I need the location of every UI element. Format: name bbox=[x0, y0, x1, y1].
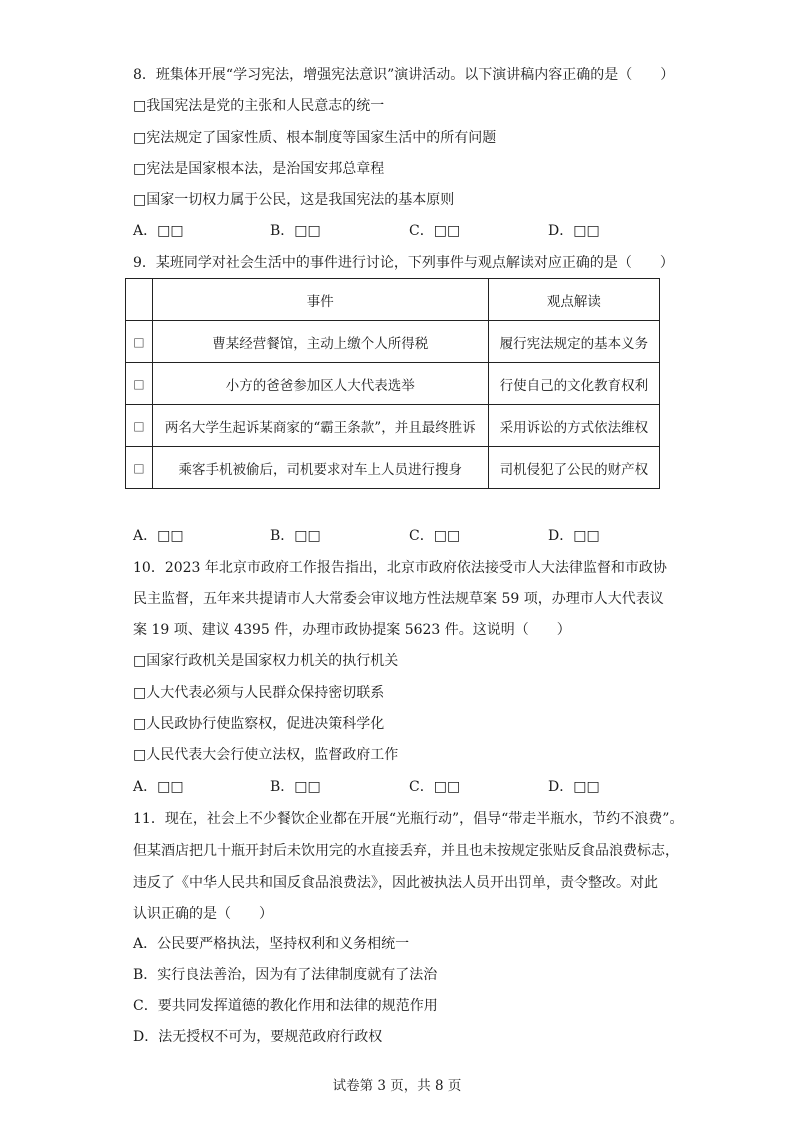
q10-option-a[interactable]: A．□□ bbox=[133, 779, 184, 795]
q10-stem-line-3: 案 19 项、建议 4395 件，办理市政协提案 5623 件。这说明（ ） bbox=[133, 622, 571, 638]
row-index: □ bbox=[126, 363, 153, 405]
table-row bbox=[126, 405, 660, 447]
row-interpretation: 履行宪法规定的基本义务 bbox=[488, 321, 659, 363]
q11-stem-line-2: 但某酒店把几十瓶开封后未饮用完的水直接丢弃，并且也未按规定张贴反食品浪费标志， bbox=[133, 843, 679, 859]
q11-choice-d[interactable]: D．法无授权不可为，要规范政府行政权 bbox=[133, 1029, 383, 1045]
row-event: 小方的爸爸参加区人大代表选举 bbox=[152, 363, 488, 405]
q11-stem-line-4: 认识正确的是（ ） bbox=[133, 906, 273, 922]
q11-choice-b[interactable]: B．实行良法善治，因为有了法律制度就有了法治 bbox=[133, 967, 438, 983]
q8-item-1: □我国宪法是党的主张和人民意志的统一 bbox=[133, 98, 385, 114]
q10-options bbox=[133, 778, 603, 796]
table-row bbox=[126, 321, 660, 363]
q9-options bbox=[133, 527, 603, 545]
row-interpretation: 行使自己的文化教育权利 bbox=[488, 363, 659, 405]
q10-option-b[interactable]: B．□□ bbox=[270, 779, 321, 795]
page-footer: 试卷第 3 页，共 8 页 bbox=[332, 1078, 462, 1094]
q11-choice-c[interactable]: C．要共同发挥道德的教化作用和法律的规范作用 bbox=[133, 998, 438, 1014]
q8-stem: 8．班集体开展“学习宪法，增强宪法意识”演讲活动。以下演讲稿内容正确的是（ ） bbox=[133, 67, 675, 83]
q8-option-b[interactable]: B．□□ bbox=[270, 223, 321, 239]
q10-option-c[interactable]: C．□□ bbox=[409, 779, 461, 795]
row-interpretation: 采用诉讼的方式依法维权 bbox=[488, 405, 659, 447]
q11-stem-line-3: 违反了《中华人民共和国反食品浪费法》，因此被执法人员开出罚单，责令整改。对此 bbox=[133, 875, 658, 891]
row-event: 曹某经营餐馆，主动上缴个人所得税 bbox=[152, 321, 488, 363]
q8-option-d[interactable]: D．□□ bbox=[548, 223, 600, 239]
q11-stem-line-1: 11．现在，社会上不少餐饮企业都在开展“光瓶行动”，倡导“带走半瓶水，节约不浪费”。 bbox=[133, 811, 684, 827]
q11-choice-a[interactable]: A．公民要严格执法，坚持权利和义务相统一 bbox=[133, 936, 410, 952]
q9-option-d[interactable]: D．□□ bbox=[548, 528, 600, 544]
table-header-event: 事件 bbox=[152, 279, 488, 321]
row-event: 乘客手机被偷后，司机要求对车上人员进行搜身 bbox=[152, 447, 488, 489]
table-header-index bbox=[126, 279, 153, 321]
row-interpretation: 司机侵犯了公民的财产权 bbox=[488, 447, 659, 489]
row-index: □ bbox=[126, 321, 153, 363]
q10-item-3: □人民政协行使监察权，促进决策科学化 bbox=[133, 716, 385, 732]
table-row bbox=[126, 363, 660, 405]
q8-item-2: □宪法规定了国家性质、根本制度等国家生活中的所有问题 bbox=[133, 130, 497, 146]
q10-stem-line-2: 民主监督，五年来共提请市人大常委会审议地方性法规草案 59 项，办理市人大代表议 bbox=[133, 591, 664, 607]
q9-option-b[interactable]: B．□□ bbox=[270, 528, 321, 544]
q10-option-d[interactable]: D．□□ bbox=[548, 779, 600, 795]
q9-stem: 9．某班同学对社会生活中的事件进行讨论，下列事件与观点解读对应正确的是（ ） bbox=[133, 255, 674, 271]
table-header-interpretation: 观点解读 bbox=[488, 279, 659, 321]
q8-option-a[interactable]: A．□□ bbox=[133, 223, 184, 239]
q9-event-table bbox=[125, 278, 660, 489]
q8-item-4: □国家一切权力属于公民，这是我国宪法的基本原则 bbox=[133, 192, 455, 208]
row-index: □ bbox=[126, 447, 153, 489]
q8-item-3: □宪法是国家根本法，是治国安邦总章程 bbox=[133, 161, 385, 177]
q10-item-2: □人大代表必须与人民群众保持密切联系 bbox=[133, 685, 385, 701]
q10-item-4: □人民代表大会行使立法权，监督政府工作 bbox=[133, 747, 399, 763]
q8-option-c[interactable]: C．□□ bbox=[409, 223, 461, 239]
q9-option-c[interactable]: C．□□ bbox=[409, 528, 461, 544]
table-row bbox=[126, 447, 660, 489]
q8-options bbox=[133, 222, 603, 240]
row-index: □ bbox=[126, 405, 153, 447]
q10-stem-line-1: 10．2023 年北京市政府工作报告指出，北京市政府依法接受市人大法律监督和市政协 bbox=[133, 560, 667, 576]
q9-option-a[interactable]: A．□□ bbox=[133, 528, 184, 544]
row-event: 两名大学生起诉某商家的“霸王条款”，并且最终胜诉 bbox=[152, 405, 488, 447]
q10-item-1: □国家行政机关是国家权力机关的执行机关 bbox=[133, 653, 399, 669]
table-header-row bbox=[126, 279, 660, 321]
